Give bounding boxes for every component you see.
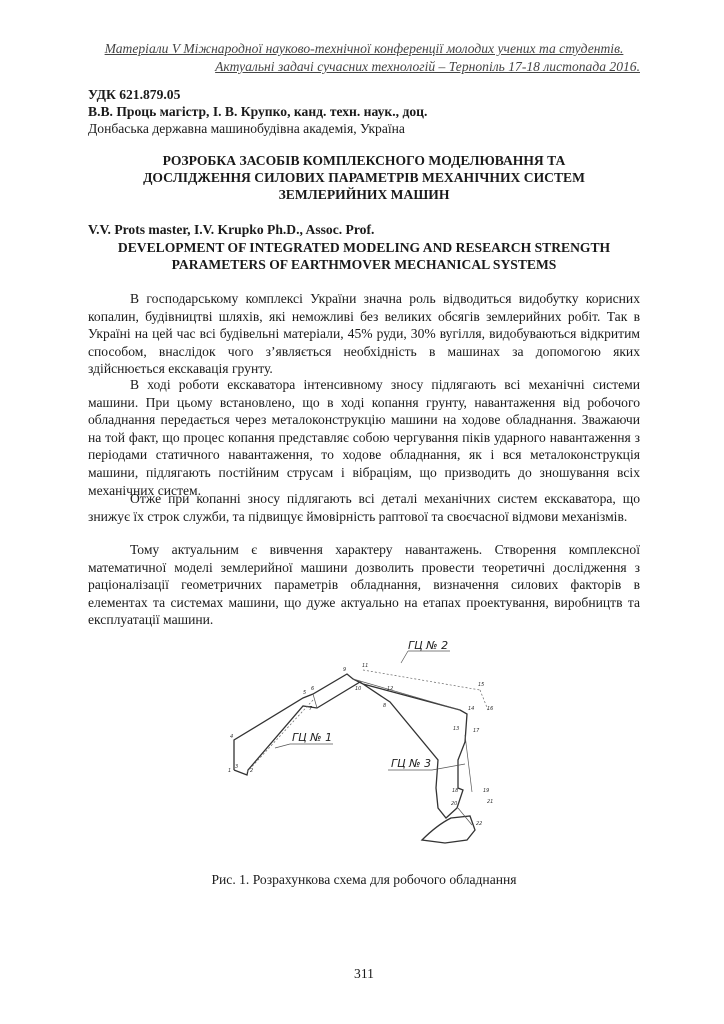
title-ua bbox=[88, 152, 640, 203]
node-number: 22 bbox=[476, 821, 483, 827]
gc1-leader bbox=[275, 744, 290, 748]
node-number: 11 bbox=[362, 663, 369, 669]
header-line-1: Матеріали V Міжнародної науково-технічної конференції молодих учених та студентів. bbox=[104, 41, 624, 56]
figure-caption: Рис. 1. Розрахункова схема для робочого обладнання bbox=[211, 872, 517, 887]
node-number: 20 bbox=[451, 801, 458, 807]
gc1-label: ГЦ № 1 bbox=[292, 731, 333, 744]
node-number: 13 bbox=[453, 726, 460, 732]
gc2-label: ГЦ № 2 bbox=[408, 640, 449, 652]
node-number: 15 bbox=[478, 682, 485, 688]
affiliation: Донбаська державна машинобудівна академія, Україна bbox=[88, 121, 405, 136]
node-number: 2 bbox=[250, 768, 254, 774]
udc-code: УДК 621.879.05 bbox=[88, 87, 181, 102]
node-number: 12 bbox=[387, 686, 394, 692]
node-number: 10 bbox=[355, 686, 362, 692]
node-number: 19 bbox=[483, 788, 490, 794]
body-paragraph-1: В господарському комплексі України значна роль відводиться видобутку корисних копалин, будівництві шляхів, які неможливі без великих обсягів землерийних робіт. Так в Україні на цей час всі будівельні матеріали, 45% руди, 30% вугілля, видобуваються відкритим способом, внаслідок чого з’являється необхідність в машинах за допомогою яких здійснюється екскавація грунту. bbox=[88, 291, 640, 377]
body-paragraph-2: В ході роботи екскаватора інтенсивному зносу підлягають всі механічні системи машини. При цьому встановлено, що в ході копання грунту, навантаження від робочого обладнання передається через металоконструкцію машини на ходове обладнання. Зважаючи на той факт, що процес копання представляє собою чергування піків ударного навантаження з періодами статичного навантаження, то ходове обладнання, як і вся металоконструкція машини, підлягають постійним струсам і вібраціям, що призводить до зношування всіх механічних систем. bbox=[88, 377, 640, 498]
title-ua-line: ДОСЛІДЖЕННЯ СИЛОВИХ ПАРАМЕТРІВ МЕХАНІЧНИХ СИСТЕМ bbox=[143, 170, 585, 185]
node-number: 14 bbox=[468, 706, 475, 712]
cylinder-3-line bbox=[465, 735, 472, 792]
gc2-leader bbox=[401, 651, 408, 663]
node-number: 4 bbox=[230, 734, 234, 740]
title-ua-line: РОЗРОБКА ЗАСОБІВ КОМПЛЕКСНОГО МОДЕЛЮВАННЯ ТА bbox=[162, 153, 566, 168]
node-number: 18 bbox=[452, 788, 459, 794]
bucket-shape bbox=[422, 816, 475, 843]
node-number: 16 bbox=[487, 706, 494, 712]
title-en-line: DEVELOPMENT OF INTEGRATED MODELING AND RESEARCH STRENGTH bbox=[117, 240, 611, 255]
node-number: 9 bbox=[343, 667, 347, 673]
node-number: 7 bbox=[309, 706, 313, 712]
boom-outline bbox=[234, 674, 467, 818]
authors-en: V.V. Prots master, I.V. Krupko Ph.D., Assoc. Prof. bbox=[88, 222, 375, 237]
body-paragraph-4: Тому актуальним є вивчення характеру навантажень. Створення комплексної математичної моделі землерийної машини дозволить провести теоретичні дослідження з раціоналізації геометричних параметрів обладнання, визначення силових факторів в елементах та системах машини, що дуже актуально на етапах проектування, виробництв та експлуатації машини. bbox=[88, 542, 640, 628]
excavator-scheme-figure bbox=[225, 640, 515, 852]
page-number: 311 bbox=[354, 966, 374, 981]
node-number: 8 bbox=[383, 703, 387, 709]
node-number: 3 bbox=[235, 764, 239, 770]
node-number: 21 bbox=[487, 799, 494, 805]
title-en bbox=[88, 239, 640, 273]
node-number: 5 bbox=[303, 690, 307, 696]
body-paragraph-3: Отже при копанні зносу підлягають всі деталі механічних систем екскаватора, що знижує їх строк служби, та підвищує ймовірність раптової та своєчасної відмови механізмів. bbox=[88, 491, 640, 524]
authors-ua: В.В. Проць магістр, І. В. Крупко, канд. техн. наук., доц. bbox=[88, 104, 428, 119]
boom-chord bbox=[313, 694, 317, 708]
title-ua-line: ЗЕМЛЕРИЙНИХ МАШИН bbox=[278, 187, 450, 202]
node-number: 1 bbox=[228, 768, 232, 774]
arm-chord bbox=[353, 679, 460, 710]
title-en-line: PARAMETERS OF EARTHMOVER MECHANICAL SYSTEMS bbox=[171, 257, 557, 272]
gc3-label: ГЦ № 3 bbox=[391, 757, 432, 770]
header-line-2: Актуальні задачі сучасних технологій – Тернопіль 17-18 листопада 2016. bbox=[215, 59, 640, 74]
node-number: 17 bbox=[473, 728, 480, 734]
node-number: 6 bbox=[311, 686, 315, 692]
